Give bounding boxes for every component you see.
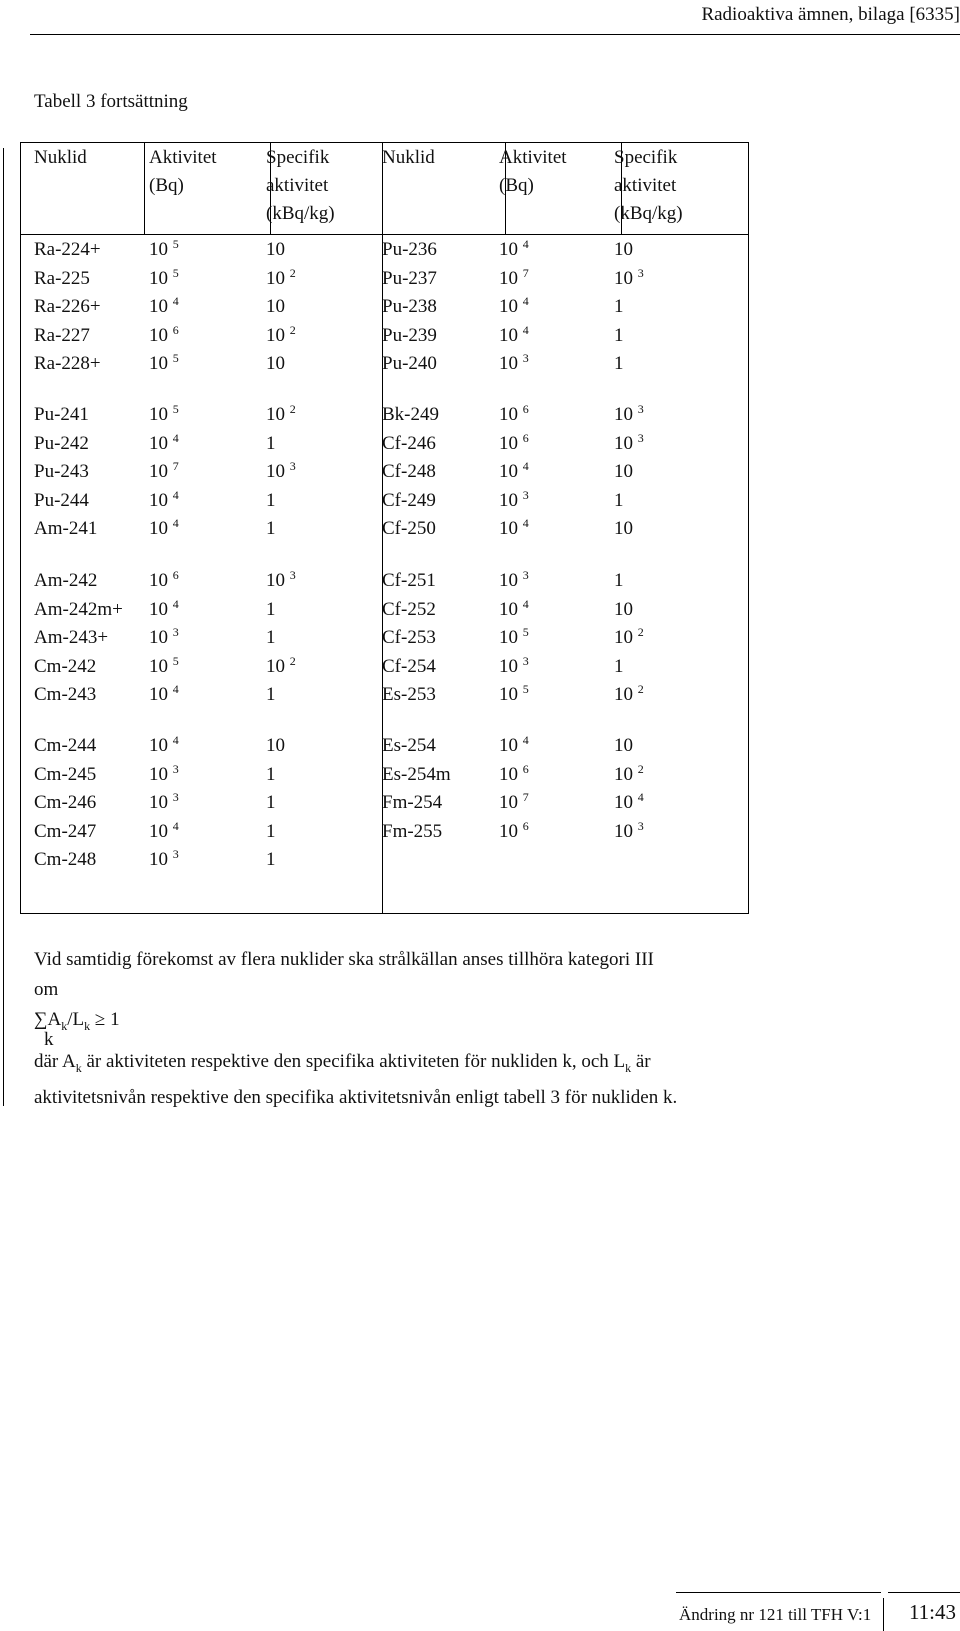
power-exponent: 2 — [637, 625, 644, 640]
sum-index: k — [44, 1029, 54, 1050]
cell-specific-activity — [614, 680, 644, 711]
power-exponent: 4 — [172, 733, 179, 747]
cell-specific-activity: 1 — [266, 684, 276, 706]
power-exponent: 6 — [522, 761, 529, 776]
cell-nuclide: Cm-242 — [34, 655, 97, 677]
definition-text-line2: aktivitetsnivån respektive den specifika aktivitetsnivån enligt tabell 3 för nukliden k. — [34, 1086, 678, 1108]
power-exponent: 4 — [172, 516, 179, 531]
cell-specific-activity: 10 — [614, 518, 633, 540]
cell-activity — [499, 349, 529, 380]
cell-activity — [149, 760, 179, 791]
power-base: 10 — [149, 792, 168, 814]
power-base: 10 — [499, 267, 518, 289]
header-specifik-2: aktivitet — [614, 175, 677, 196]
cell-activity — [149, 652, 179, 683]
power-base: 10 — [149, 655, 168, 677]
power-base: 10 — [266, 404, 285, 425]
cell-nuclide: Cf-246 — [382, 432, 436, 454]
cell-specific-activity — [614, 429, 644, 460]
cell-activity — [499, 486, 529, 517]
cell-activity — [499, 457, 529, 488]
power-exponent: 4 — [637, 790, 644, 805]
cell-nuclide: Fm-255 — [382, 820, 443, 842]
cell-specific-activity: 1 — [614, 570, 624, 591]
power-base: 10 — [149, 324, 168, 346]
cell-activity — [149, 292, 179, 323]
cell-specific-activity: 10 — [266, 353, 285, 375]
cell-nuclide: Fm-254 — [382, 792, 443, 814]
power-exponent: 4 — [522, 322, 529, 337]
cell-nuclide: Cf-252 — [382, 598, 436, 620]
cell-specific-activity: 1 — [614, 655, 624, 677]
power-base: 10 — [149, 684, 168, 706]
cell-activity — [149, 623, 179, 654]
power-exponent: 3 — [289, 568, 296, 582]
power-base: 10 — [499, 792, 518, 814]
cell-nuclide: Cm-245 — [34, 763, 97, 785]
definition-text: där A — [34, 1051, 76, 1072]
cell-specific-activity: 10 — [614, 598, 633, 620]
power-exponent: 5 — [522, 682, 529, 697]
power-base: 10 — [499, 655, 518, 677]
cell-nuclide: Ra-225 — [34, 267, 90, 289]
power-base: 10 — [149, 267, 168, 289]
cell-activity — [499, 760, 529, 791]
cell-specific-activity: 10 — [266, 296, 285, 318]
cell-specific-activity — [266, 264, 296, 295]
sum-symbol: ∑ — [34, 1009, 48, 1030]
header-specifik-2: aktivitet — [266, 175, 329, 196]
power-base: 10 — [149, 518, 168, 540]
definition-text: är aktiviteten respektive den specifika aktiviteten för nukliden k, och L — [81, 1051, 626, 1072]
cell-activity — [149, 429, 179, 460]
cell-activity — [149, 595, 179, 626]
cell-specific-activity: 10 — [266, 239, 285, 260]
power-exponent: 6 — [172, 322, 179, 337]
power-base: 10 — [149, 461, 168, 483]
header-aktivitet: Aktivitet — [149, 147, 217, 168]
cell-activity — [499, 623, 529, 654]
cell-specific-activity — [614, 400, 644, 431]
cell-activity — [149, 788, 179, 819]
cell-nuclide: Bk-249 — [382, 404, 439, 425]
power-exponent: 4 — [522, 459, 529, 474]
cell-activity — [499, 264, 529, 295]
cell-specific-activity — [614, 623, 644, 654]
cell-nuclide: Cm-248 — [34, 849, 97, 871]
cell-specific-activity: 1 — [614, 324, 624, 346]
power-exponent: 5 — [172, 265, 179, 280]
header-rule — [30, 34, 960, 35]
power-base: 10 — [149, 296, 168, 318]
power-exponent: 5 — [522, 625, 529, 640]
paragraph-condition-cont: om — [34, 979, 59, 1000]
cell-activity — [499, 680, 529, 711]
power-base: 10 — [499, 570, 518, 591]
cell-nuclide: Pu-241 — [34, 404, 89, 425]
power-exponent: 4 — [522, 237, 529, 251]
cell-specific-activity — [614, 760, 644, 791]
cell-nuclide: Cm-246 — [34, 792, 97, 814]
formula-a: A — [47, 1009, 62, 1030]
power-base: 10 — [499, 820, 518, 842]
formula-a-sub: k — [61, 1018, 68, 1033]
cell-activity — [149, 321, 179, 352]
cell-activity — [149, 349, 179, 380]
cell-specific-activity — [614, 264, 644, 295]
cell-specific-activity — [614, 788, 644, 819]
power-base: 10 — [149, 570, 168, 591]
power-base: 10 — [499, 684, 518, 706]
power-base: 10 — [149, 820, 168, 842]
power-base: 10 — [614, 267, 633, 289]
power-base: 10 — [499, 518, 518, 540]
power-exponent: 4 — [522, 733, 529, 747]
cell-nuclide: Pu-236 — [382, 239, 437, 260]
cell-specific-activity: 1 — [614, 296, 624, 318]
power-base: 10 — [499, 404, 518, 425]
cell-nuclide: Cm-243 — [34, 684, 97, 706]
power-base: 10 — [499, 296, 518, 318]
power-base: 10 — [614, 763, 633, 785]
cell-specific-activity: 10 — [614, 735, 633, 756]
power-exponent: 2 — [637, 761, 644, 776]
cell-activity — [149, 845, 179, 876]
header-nuklid: Nuklid — [382, 147, 435, 168]
cell-activity — [499, 788, 529, 819]
power-exponent: 4 — [172, 430, 179, 445]
footer-separator — [883, 1598, 884, 1631]
header-nuklid: Nuklid — [34, 147, 87, 168]
cell-specific-activity: 10 — [614, 239, 633, 260]
power-base: 10 — [499, 735, 518, 756]
cell-activity — [149, 731, 179, 762]
power-exponent: 7 — [522, 790, 529, 805]
power-base: 10 — [614, 627, 633, 649]
power-base: 10 — [149, 735, 168, 756]
cell-specific-activity: 1 — [266, 432, 276, 454]
power-base: 10 — [499, 324, 518, 346]
power-exponent: 3 — [522, 351, 529, 366]
header-specifik: Specifik — [266, 147, 330, 168]
power-exponent: 5 — [172, 402, 179, 416]
cell-specific-activity: 1 — [266, 518, 276, 540]
power-exponent: 5 — [172, 351, 179, 366]
power-base: 10 — [614, 792, 633, 814]
power-base: 10 — [499, 489, 518, 511]
power-exponent: 6 — [522, 402, 529, 416]
power-base: 10 — [149, 353, 168, 375]
cell-specific-activity — [614, 817, 644, 848]
cell-specific-activity: 1 — [266, 627, 276, 649]
cell-nuclide: Ra-228+ — [34, 353, 101, 375]
cell-nuclide: Pu-238 — [382, 296, 437, 318]
power-exponent: 4 — [522, 516, 529, 531]
formula-l-sub: k — [84, 1018, 91, 1033]
power-exponent: 2 — [289, 322, 296, 337]
power-exponent: 6 — [522, 818, 529, 833]
power-exponent: 3 — [172, 761, 179, 776]
cell-nuclide: Es-254 — [382, 735, 436, 756]
cell-nuclide: Cf-249 — [382, 489, 436, 511]
power-base: 10 — [614, 432, 633, 454]
power-exponent: 4 — [172, 294, 179, 309]
power-exponent: 3 — [522, 653, 529, 668]
footer-rule — [676, 1592, 881, 1593]
power-base: 10 — [266, 570, 285, 591]
cell-activity — [149, 566, 179, 597]
power-base: 10 — [149, 489, 168, 511]
power-base: 10 — [149, 627, 168, 649]
power-exponent: 3 — [637, 402, 644, 416]
cell-activity — [499, 595, 529, 626]
power-exponent: 6 — [172, 568, 179, 582]
cell-activity — [499, 400, 529, 431]
cell-specific-activity: 10 — [266, 735, 285, 756]
power-exponent: 2 — [289, 402, 296, 416]
power-exponent: 4 — [172, 487, 179, 502]
cell-nuclide: Cm-244 — [34, 735, 97, 756]
power-base: 10 — [499, 763, 518, 785]
cell-specific-activity: 1 — [266, 849, 276, 871]
power-exponent: 3 — [637, 265, 644, 280]
cell-nuclide: Pu-240 — [382, 353, 437, 375]
cell-activity — [499, 292, 529, 323]
power-exponent: 5 — [172, 653, 179, 668]
power-exponent: 4 — [522, 596, 529, 611]
cell-specific-activity — [266, 457, 296, 488]
power-base: 10 — [499, 461, 518, 483]
cell-specific-activity: 1 — [266, 763, 276, 785]
cell-nuclide: Cf-253 — [382, 627, 436, 649]
cell-activity — [499, 429, 529, 460]
power-exponent: 3 — [522, 487, 529, 502]
change-bar — [3, 148, 4, 1106]
power-base: 10 — [499, 432, 518, 454]
power-exponent: 7 — [522, 265, 529, 280]
power-exponent: 6 — [522, 430, 529, 445]
cell-activity — [149, 235, 179, 266]
cell-nuclide: Pu-243 — [34, 461, 89, 483]
cell-specific-activity: 1 — [266, 598, 276, 620]
cell-activity — [149, 680, 179, 711]
header-specifik-unit: (kBq/kg) — [614, 203, 683, 224]
power-exponent: 4 — [172, 596, 179, 611]
cell-specific-activity: 1 — [266, 792, 276, 814]
cell-specific-activity — [266, 652, 296, 683]
cell-activity — [499, 731, 529, 762]
power-base: 10 — [499, 627, 518, 649]
header-aktivitet-unit: (Bq) — [149, 175, 184, 196]
power-base: 10 — [149, 404, 168, 425]
power-exponent: 4 — [172, 682, 179, 697]
power-base: 10 — [266, 655, 285, 677]
cell-specific-activity: 1 — [266, 489, 276, 511]
power-exponent: 4 — [172, 818, 179, 833]
power-exponent: 3 — [172, 625, 179, 640]
power-base: 10 — [266, 324, 285, 346]
running-header-title: Radioaktiva ämnen, bilaga [6335] — [701, 4, 960, 25]
power-base: 10 — [149, 239, 168, 260]
power-base: 10 — [149, 763, 168, 785]
header-specifik: Specifik — [614, 147, 678, 168]
cell-specific-activity — [266, 400, 296, 431]
table-divider — [144, 142, 145, 234]
cell-nuclide: Am-242 — [34, 570, 98, 591]
power-exponent: 5 — [172, 237, 179, 251]
power-base: 10 — [499, 598, 518, 620]
power-exponent: 3 — [289, 459, 296, 474]
cell-specific-activity — [266, 321, 296, 352]
paragraph-condition: Vid samtidig förekomst av flera nuklider ska strålkällan anses tillhöra kategori III — [34, 949, 654, 970]
cell-nuclide: Cm-247 — [34, 820, 97, 842]
footer-rule — [888, 1592, 960, 1593]
cell-specific-activity: 1 — [266, 820, 276, 842]
power-exponent: 3 — [637, 818, 644, 833]
power-base: 10 — [614, 820, 633, 842]
power-base: 10 — [149, 598, 168, 620]
header-aktivitet-unit: (Bq) — [499, 175, 534, 196]
power-exponent: 7 — [172, 459, 179, 474]
cell-activity — [499, 321, 529, 352]
cell-nuclide: Cf-250 — [382, 518, 436, 540]
power-exponent: 3 — [522, 568, 529, 582]
cell-activity — [149, 457, 179, 488]
power-base: 10 — [149, 849, 168, 871]
header-specifik-unit: (kBq/kg) — [266, 203, 335, 224]
cell-specific-activity: 1 — [614, 489, 624, 511]
power-base: 10 — [614, 684, 633, 706]
power-exponent: 3 — [637, 430, 644, 445]
power-base: 10 — [149, 432, 168, 454]
cell-nuclide: Es-253 — [382, 684, 436, 706]
power-base: 10 — [266, 461, 285, 483]
power-base: 10 — [499, 353, 518, 375]
cell-activity — [499, 514, 529, 545]
paragraph-definition — [34, 1047, 677, 1113]
cell-activity — [499, 652, 529, 683]
cell-specific-activity — [266, 566, 296, 597]
cell-nuclide: Am-241 — [34, 518, 98, 540]
definition-sub: k — [75, 1060, 82, 1075]
cell-activity — [149, 400, 179, 431]
cell-nuclide: Pu-239 — [382, 324, 437, 346]
cell-nuclide: Pu-244 — [34, 489, 89, 511]
cell-nuclide: Es-254m — [382, 763, 451, 785]
cell-nuclide: Am-242m+ — [34, 598, 123, 620]
cell-nuclide: Ra-226+ — [34, 296, 101, 318]
power-exponent: 2 — [289, 265, 296, 280]
power-exponent: 3 — [172, 790, 179, 805]
cell-nuclide: Pu-237 — [382, 267, 437, 289]
cell-activity — [149, 264, 179, 295]
cell-specific-activity: 10 — [614, 461, 633, 483]
power-exponent: 4 — [522, 294, 529, 309]
power-base: 10 — [499, 239, 518, 260]
power-exponent: 3 — [172, 847, 179, 862]
formula-relation: ≥ 1 — [90, 1009, 120, 1030]
cell-nuclide: Ra-224+ — [34, 239, 101, 260]
cell-activity — [499, 235, 529, 266]
sum-formula — [34, 1005, 120, 1050]
footer-amendment: Ändring nr 121 till TFH V:1 — [679, 1605, 872, 1624]
nuclide-table — [20, 142, 749, 914]
power-base: 10 — [614, 404, 633, 425]
table-caption: Tabell 3 fortsättning — [34, 91, 188, 112]
cell-activity — [149, 817, 179, 848]
cell-nuclide: Cf-251 — [382, 570, 436, 591]
cell-specific-activity: 1 — [614, 353, 624, 375]
cell-nuclide: Am-243+ — [34, 627, 109, 649]
cell-activity — [149, 486, 179, 517]
formula-l: /L — [67, 1009, 85, 1030]
cell-activity — [499, 817, 529, 848]
cell-nuclide: Pu-242 — [34, 432, 89, 454]
footer-page-number: 11:43 — [908, 1600, 956, 1624]
cell-nuclide: Cf-254 — [382, 655, 436, 677]
cell-activity — [149, 514, 179, 545]
definition-text: är — [631, 1051, 651, 1072]
power-exponent: 2 — [289, 653, 296, 668]
cell-nuclide: Ra-227 — [34, 324, 90, 346]
header-aktivitet: Aktivitet — [499, 147, 567, 168]
cell-nuclide: Cf-248 — [382, 461, 436, 483]
power-exponent: 2 — [637, 682, 644, 697]
definition-sub: k — [625, 1060, 632, 1075]
cell-activity — [499, 566, 529, 597]
power-base: 10 — [266, 267, 285, 289]
